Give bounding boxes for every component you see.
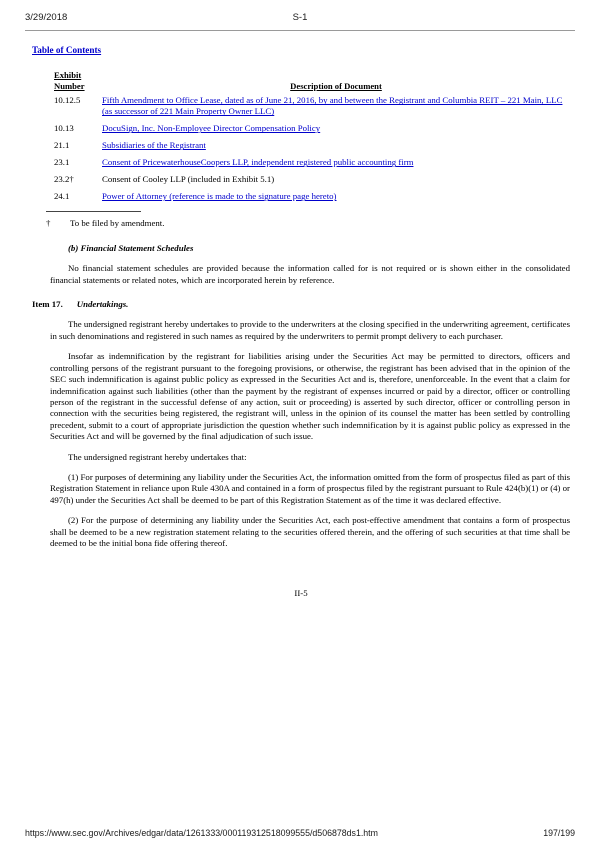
exhibit-link[interactable]: Fifth Amendment to Office Lease, dated as of June 21, 2016, by and between the Registrant and Columbia REIT – 221 Main, LLC (as successor of 221 Main Property Owner LLC) — [102, 95, 563, 117]
table-row — [54, 191, 570, 208]
exhibit-description-text: Consent of Cooley LLP (included in Exhibit 5.1) — [102, 174, 275, 185]
table-row — [54, 140, 570, 157]
exhibit-description-header: Description of Document — [290, 80, 382, 91]
table-row — [54, 95, 570, 123]
exhibit-table — [54, 70, 570, 208]
exhibit-link[interactable]: DocuSign, Inc. Non-Employee Director Compensation Policy — [102, 123, 321, 134]
print-title: S-1 — [292, 12, 308, 23]
exhibit-table-header-row — [54, 70, 570, 95]
table-of-contents-link[interactable]: Table of Contents — [32, 45, 102, 55]
indemnification-paragraph: Insofar as indemnification by the registrant for liabilities arising under the Securities Act may be permitted to directors, officers and controlling persons of the registrant pursuant to the foregoing provisions, or otherwise, the registrant has been advised that in the opinion of the SEC such indemnification is against public policy as expressed in the Securities Act and is, therefore, unenforceable. In the event that a claim for indemnification against such liabilities (other than the payment by the registrant of expenses incurred or paid by a director, officer or controlling person of the registrant in the successful defense of any action, suit or proceeding) is asserted by such director, officer or controlling person in connection with the securities being registered, the registrant will, unless in the opinion of its counsel the matter has been settled by controlling precedent, submit to a court of appropriate jurisdiction the question whether such indemnification by it is against public policy as expressed in the Securities Act and will be governed by the final adjudication of such issue. — [50, 351, 570, 442]
undertaking-item-2-paragraph: (2) For the purpose of determining any liability under the Securities Act, each post-effective amendment that contains a form of prospectus shall be deemed to be a new registration statement relating to the securities offered therein, and the offering of such securities at that time shall be deemed to be the initial bona fide offering thereof. — [50, 515, 570, 549]
footnote-text: To be filed by amendment. — [70, 218, 165, 229]
print-footer-pages: 197/199 — [543, 828, 575, 838]
exhibit-number: 10.13 — [54, 123, 74, 134]
print-footer — [25, 828, 575, 838]
footnote-divider — [46, 211, 141, 212]
table-row — [54, 123, 570, 140]
dagger-symbol: † — [46, 218, 51, 229]
undertakes-that-paragraph: The undersigned registrant hereby undertakes that: — [68, 451, 247, 462]
exhibit-description — [102, 123, 570, 140]
exhibit-description — [102, 174, 570, 191]
financial-schedules-paragraph: No financial statement schedules are provided because the information called for is not required or is shown either in the consolidated financial statements or related notes, which are incorporated herein by reference. — [50, 263, 570, 285]
exhibit-number: 21.1 — [54, 140, 70, 151]
exhibit-link[interactable]: Subsidiaries of the Registrant — [102, 140, 206, 151]
exhibit-number: 23.1 — [54, 157, 70, 168]
exhibit-link[interactable]: Power of Attorney (reference is made to the signature page hereto) — [102, 191, 337, 202]
exhibit-number: 10.12.5 — [54, 95, 81, 106]
undertakes-provide-paragraph: The undersigned registrant hereby undertakes to provide to the underwriters at the closing specified in the underwriting agreement, certificates in such denominations and registered in such names as required by the underwriters to permit prompt delivery to each purchaser. — [50, 319, 570, 341]
exhibit-number: 24.1 — [54, 191, 70, 202]
exhibit-description — [102, 95, 570, 123]
print-footer-url: https://www.sec.gov/Archives/edgar/data/1261333/000119312518099555/d506878ds1.htm — [25, 828, 378, 838]
table-row — [54, 157, 570, 174]
exhibit-description — [102, 157, 570, 174]
exhibit-number-header: Exhibit Number — [54, 69, 85, 91]
print-header — [25, 12, 575, 23]
item-17-title: Undertakings. — [76, 299, 129, 309]
footnote — [46, 218, 570, 229]
header-divider — [25, 30, 575, 31]
document-body — [32, 40, 570, 599]
undertaking-item-1-paragraph: (1) For purposes of determining any liability under the Securities Act, the information omitted from the form of prospectus filed as part of this Registration Statement in reliance upon Rule 430A and contained in a form of prospectus filed by the registrant pursuant to Rule 424(b)(1) or (4) or 497(h) under the Securities Act shall be deemed to be part of this Registration Statement as of the time it was declared effective. — [50, 472, 570, 505]
item-17-label: Item 17. — [32, 299, 63, 309]
item-17-heading — [32, 299, 570, 310]
exhibit-description — [102, 191, 570, 208]
page-number: II-5 — [294, 587, 308, 598]
exhibit-link[interactable]: Consent of PricewaterhouseCoopers LLP, independent registered public accounting firm — [102, 157, 414, 168]
print-date: 3/29/2018 — [25, 12, 68, 23]
print-header-spacer — [392, 12, 575, 23]
exhibit-number: 23.2† — [54, 174, 74, 185]
financial-schedules-heading: (b) Financial Statement Schedules — [68, 242, 194, 253]
table-row — [54, 174, 570, 191]
exhibit-description — [102, 140, 570, 157]
